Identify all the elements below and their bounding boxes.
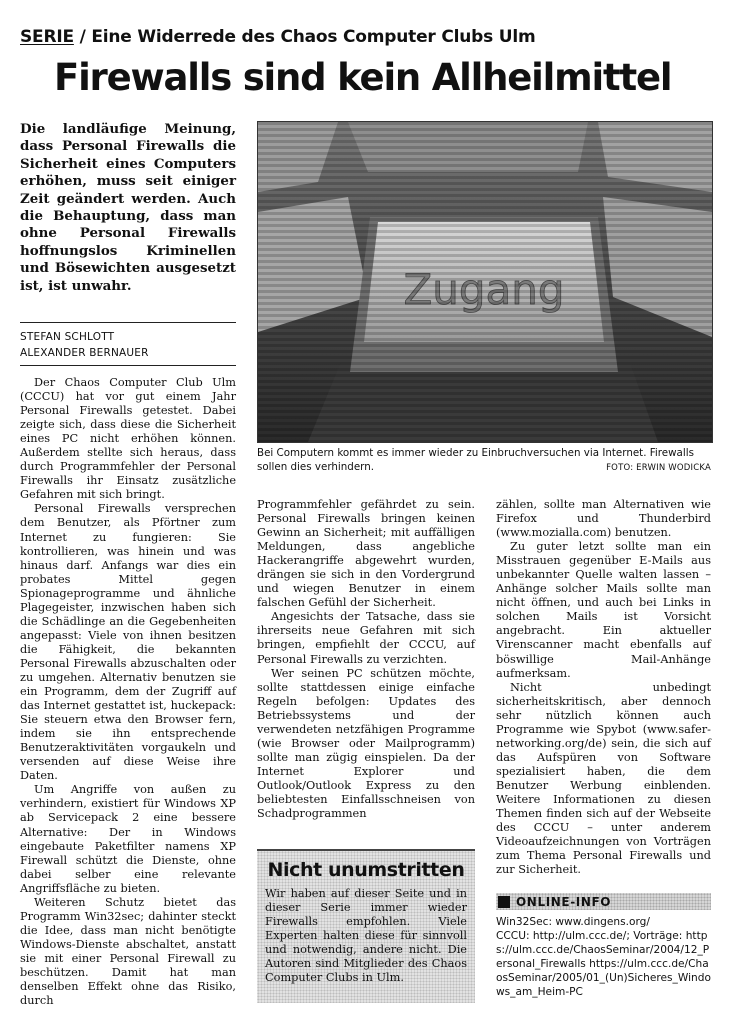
square-bullet-icon [498,896,510,908]
author-name: ALEXANDER BERNAUER [20,347,149,359]
byline-divider [20,365,236,366]
online-info-box [496,893,711,999]
body-paragraph: Personal Firewalls versprechen dem Benutzer, als Pförtner zum Internet zu fungieren: Sie kontrollieren, was hinein und was hinaus darf. Anfangs war dies ein probates Mittel gegen Spionageprogramme und ähnliche Plagegeister, inzwischen haben sich die Schädlinge an die Gegebenheiten angepasst: Viele von ihnen besitzen die Fähigkeit, die bekannten Personal Firewalls abzuschalten oder zu umgehen. Alternativ benutzen sie ein Programm, dem der Zugriff auf das Internet gestattet ist, huckepack: Sie steuern etwa den Browser fern, indem sie ihn entsprechende Benutzeraktivitäten vorgaukeln und versenden auf diese Weise ihre Daten. [20,502,236,783]
body-paragraph: Zu guter letzt sollte man ein Misstrauen gegenüber E-Mails aus unbekannter Quelle walten lassen – Anhänge solcher Mails sollte man nicht öffnen, und auch bei Links in solchen Mails ist Vorsicht angebracht. Ein aktueller Virenscanner macht ebenfalls auf böswillige Mail-Anhänge aufmerksam. [496,540,711,680]
body-paragraph: Der Chaos Computer Club Ulm (CCCU) hat vor gut einem Jahr Personal Firewalls getestet. Dabei zeigte sich, dass diese die Sicherheit eines PC nicht erhöhen können. Außerdem stellte sich heraus, dass durch Programmfehler der Personal Firewalls ihr Einsatz zusätzliche Gefahren mit sich bringt. [20,376,236,502]
info-box-text: Wir haben auf dieser Seite und in dieser Serie immer wieder Firewalls empfohlen. Viele Experten halten diese für sinnvoll und notwendig, andere nicht. Die Autoren sind Mitglieder des Chaos Computer Clubs in Ulm. [265,887,467,985]
body-paragraph: Um Angriffe von außen zu verhindern, existiert für Windows XP ab Servicepack 2 eine bessere Alternative: Der in Windows eingebaute Paketfilter namens XP Firewall schützt die Dienste, ohne dabei selber eine relevante Angriffsfläche zu bieten. [20,783,236,895]
body-paragraph: Wer seinen PC schützen möchte, sollte stattdessen einige einfache Regeln befolgen: Updates des Betriebssystems und der verwendeten netzfähigen Programme (wie Browser oder Mailprogramm) sollte man zügig einspielen. Da der Internet Explorer und Outlook/Outlook Express zu den beliebtesten Einfallsschneisen von Schadprogrammen [257,666,475,821]
lead-divider [20,322,236,323]
headline: Firewalls sind kein Allheilmittel [54,56,672,99]
kicker-serie: SERIE [20,27,74,47]
keyboard-photo [257,121,713,443]
body-paragraph: zählen, sollte man Alternativen wie Firefox und Thunderbird (www.mozialla.com) benutzen. [496,498,711,540]
online-info-header [496,893,711,910]
caption-text: Bei Computern kommt es immer wieder zu Einbruchversuchen via Internet. Firewalls sollen dies verhindern. [257,447,694,473]
body-paragraph: Programmfehler gefährdet zu sein. Personal Firewalls bringen keinen Gewinn an Sicherheit; mit auffälligen Meldungen, dass angebliche Hackerangriffe abgewehrt wurden, drängen sie sich in den Vordergrund und wiegen Benutzer in einem falschen Gefühl der Sicherheit. [257,498,475,610]
photo-credit: FOTO: ERWIN WODICKA [606,463,711,473]
body-paragraph: Weiteren Schutz bietet das Programm Win32sec; dahinter steckt die Idee, dass man nicht benötigte Windows-Dienste abschaltet, anstatt sie mit einer Personal Firewall zu beschützen. Damit hat man denselben Effekt ohne das Risiko, durch [20,895,236,1008]
info-box [257,849,475,1003]
byline [20,329,236,361]
article-column-2 [257,498,475,821]
online-info-line: Win32Sec: www.dingens.org/ [496,916,650,928]
photo-caption [257,446,711,475]
keyboard-key-image [258,122,712,442]
author-name: STEFAN SCHLOTT [20,331,115,343]
online-info-title: ONLINE-INFO [516,894,612,909]
kicker-subtitle: / Eine Widerrede des Chaos Computer Clubs Ulm [73,27,536,47]
info-box-title: Nicht unumstritten [267,859,465,881]
article-column-3 [496,498,711,877]
lead-paragraph: Die landläufige Meinung, dass Personal Firewalls die Sicherheit eines Computers erhöhen, muss seit einiger Zeit geändert werden. Auch die Behauptung, dass man ohne Personal Firewalls hoffnungslos Kriminellen und Bösewichten ausgesetzt ist, ist unwahr. [20,121,236,294]
article-column-1 [20,376,236,1008]
body-paragraph: Nicht unbedingt sicherheitskritisch, aber dennoch sehr nützlich können auch Programme wie Spybot (www.safer-networking.org/de) sein, die sich auf das Aufspüren von Software spezialisiert haben, die dem Benutzer Werbung einblenden. Weitere Informationen zu diesen Themen finden sich auf der Webseite des CCCU – unter anderem Videoaufzeichnungen von Vorträgen zum Thema Personal Firewalls und zur Sicherheit. [496,680,711,877]
online-info-line: CCCU: http://ulm.ccc.de/; Vorträge: https://ulm.ccc.de/ChaosSeminar/2004/12_Personal_Firewalls https://ulm.ccc.de/ChaosSeminar/2005/01_(Un)Sicheres_Windows_am_Heim-PC [496,930,711,998]
online-info-text [496,915,711,999]
body-paragraph: Angesichts der Tatsache, dass sie ihrerseits neue Gefahren mit sich bringen, empfiehlt der CCCU, auf Personal Firewalls zu verzichten. [257,610,475,666]
section-kicker [20,27,710,47]
